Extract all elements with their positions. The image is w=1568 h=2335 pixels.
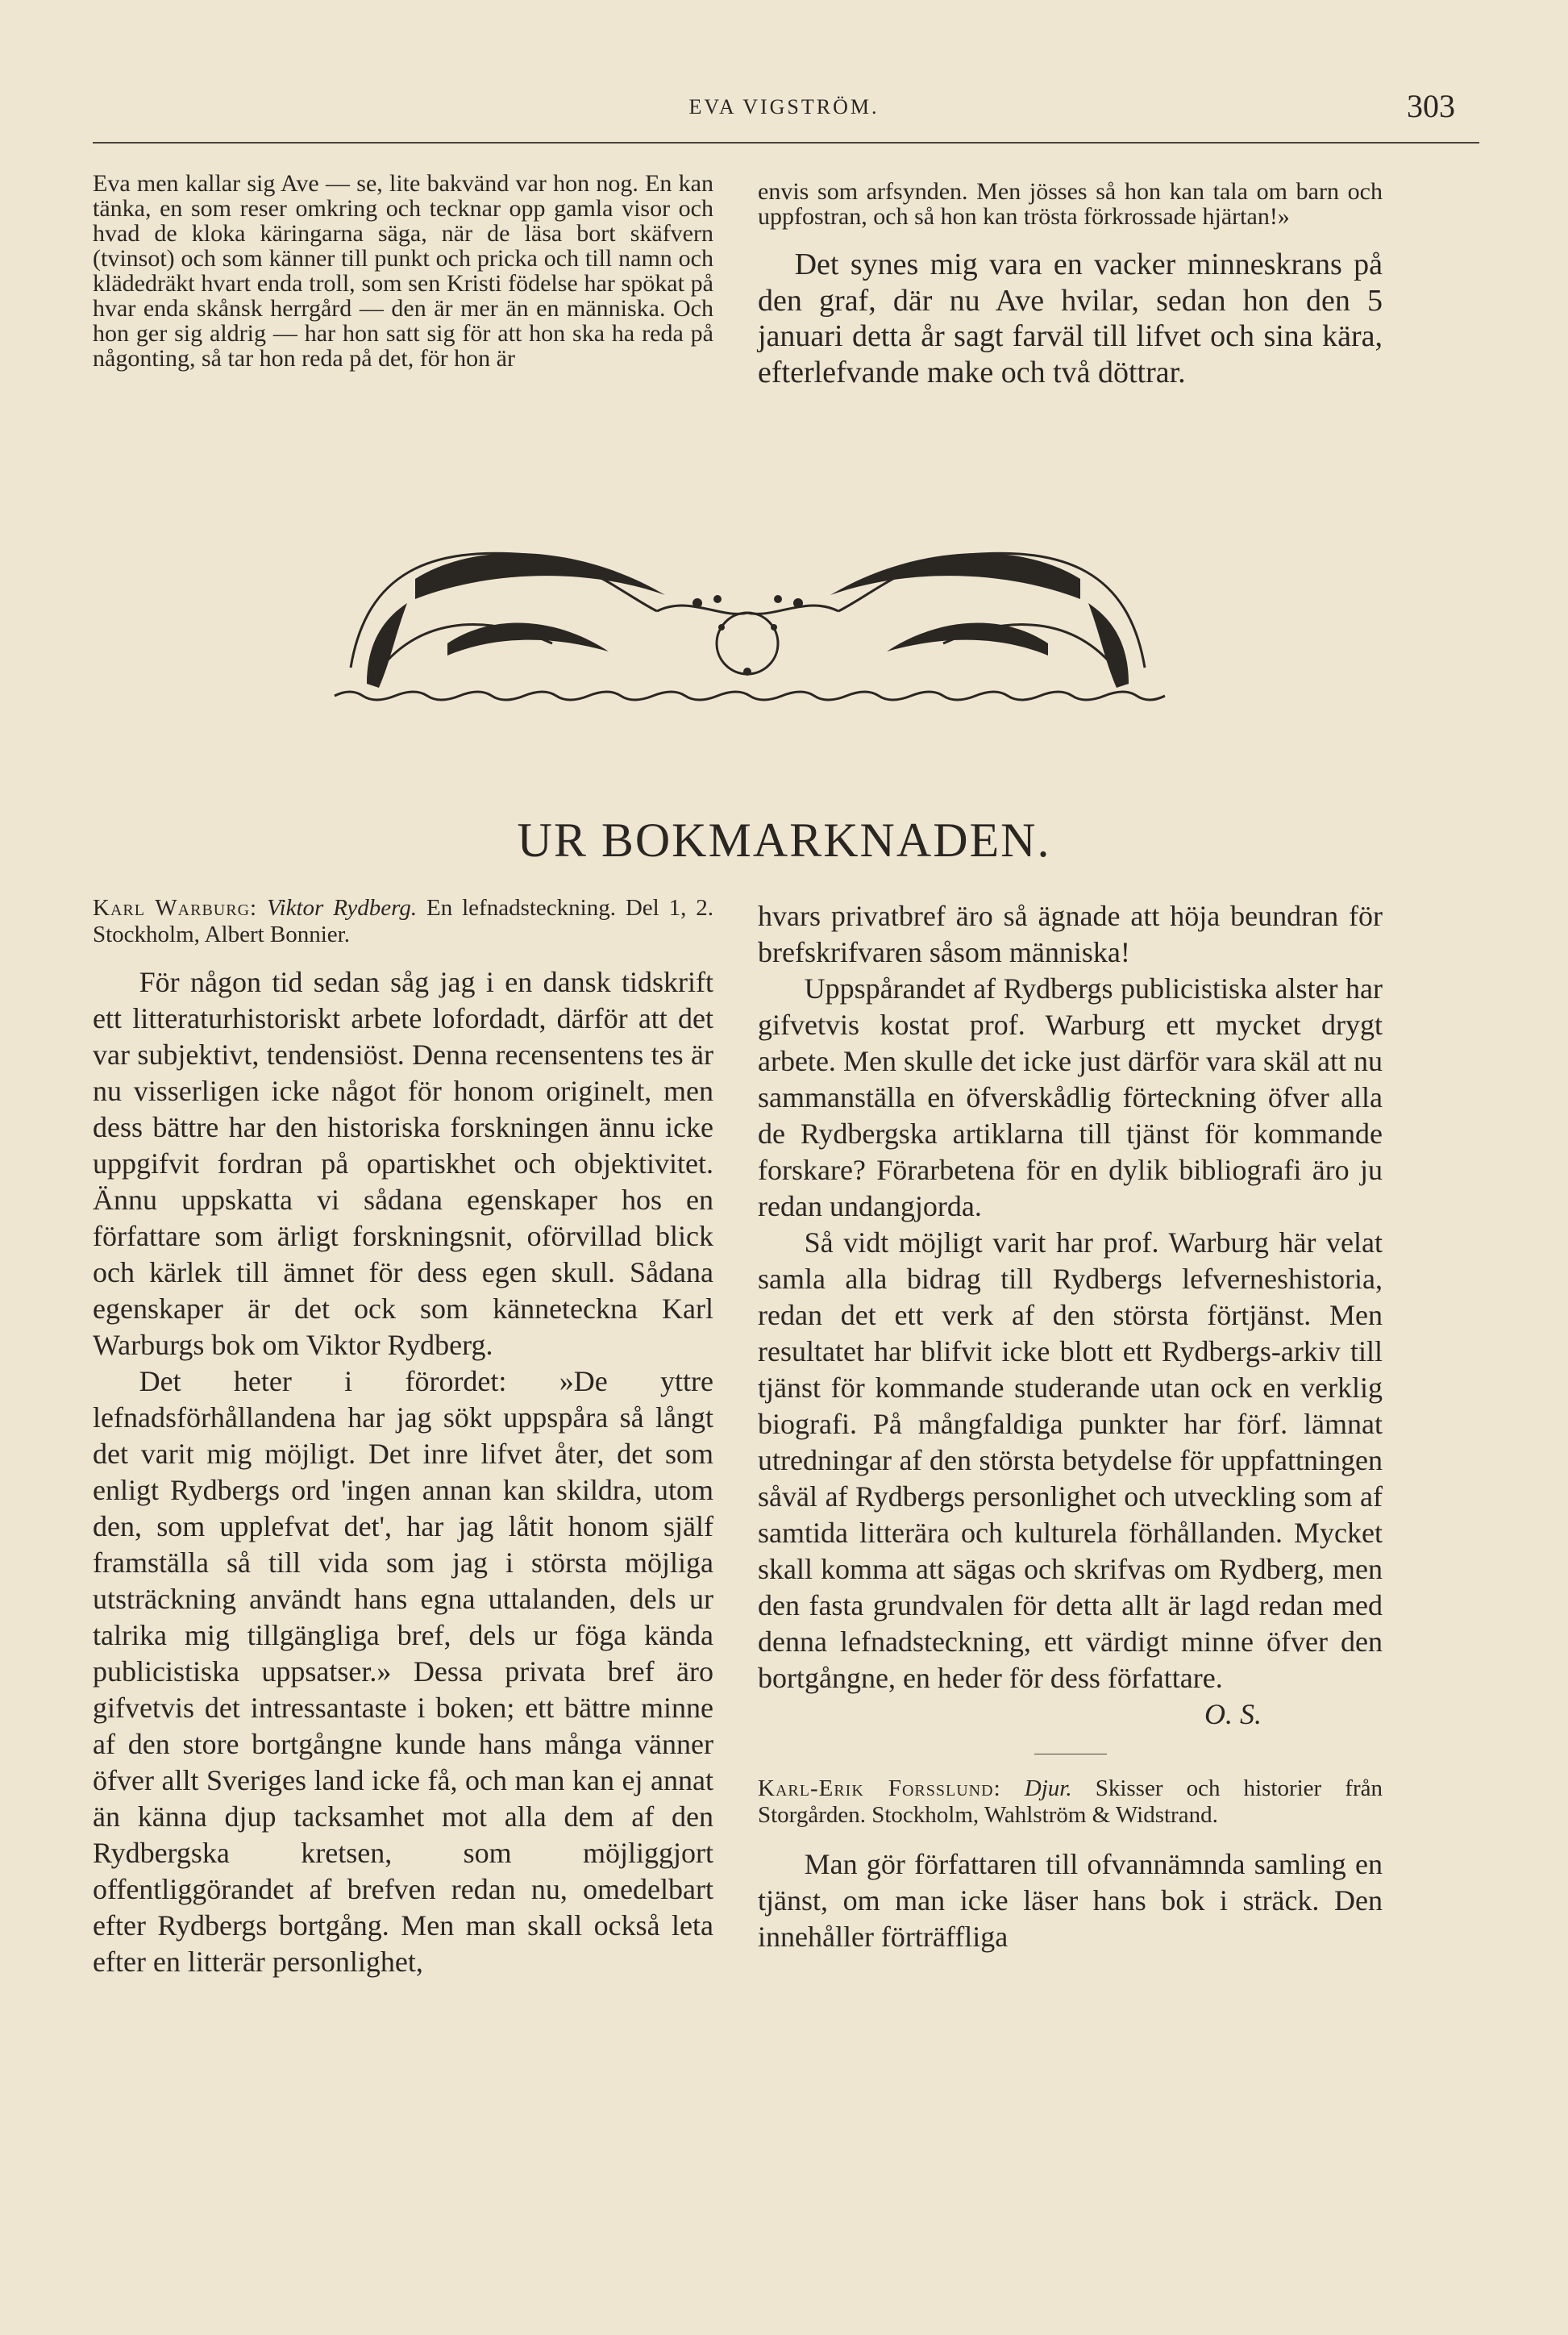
review1-paragraph: För någon tid sedan såg jag i en dansk tidskrift ett litteraturhistoriskt arbete lofordadt, därför att det var subjektivt, tendensiöst. Denna recensentens tes är nu visserligen icke något för honom originelt, men dess bättre har den historiska forskningen ännu icke uppgifvit fordran på opartiskhet och objektivitet. Ännu uppskatta vi sådana egenskaper hos en författare som ärligt forskningsnit, oförvillad blick och kärlek till ämnet för dess egen skull. Sådana egenskaper är det ock som känneteckna Karl Warburgs bok om Viktor Rydberg. bbox=[93, 966, 713, 1361]
review1-paragraph: hvars privatbref äro så ägnade att höja beundran för brefskrifvaren såsom människa! bbox=[758, 900, 1383, 968]
review-left-column bbox=[93, 895, 713, 1980]
top-right-large-paragraph: Det synes mig vara en vacker minneskrans på den graf, där nu Ave hvilar, sedan hon den 5 januari detta år sagt farväl till lifvet och sina kära, efterlefvande make och två döttrar. bbox=[758, 248, 1383, 389]
review1-paragraph: Så vidt möjligt varit har prof. Warburg här velat samla alla bidrag till Rydbergs lefverneshistoria, redan det ett verk af den största förtjänst. Men resultatet har blifvit icke blott ett Rydbergs-arkiv till tjänst för kommande studerande utan ock en verklig biografi. På mångfaldiga punkter har förf. lämnat utredningar af den största betydelse för uppfattningen såväl af Rydbergs personlighet och utveckling som af samtida litterära och kulturela förhållanden. Mycket skall komma att sägas och skrifvas om Rydberg, men den fasta grundvalen för detta allt är lagd redan med denna lefnadsteckning, ett värdigt minne öfver den bortgångne, en heder för dess författare. bbox=[758, 1226, 1383, 1694]
review1-details: En lefnadsteckning. Del 1, 2. Stockholm, Albert Bonnier. bbox=[93, 895, 713, 947]
review2-paragraph: Man gör författaren till ofvannämnda samling en tjänst, om man icke läser hans bok i sträck. Den innehåller förträffliga bbox=[758, 1848, 1383, 1953]
review1-book-title: Viktor Rydberg. bbox=[266, 895, 418, 921]
review1-bibliography bbox=[93, 895, 713, 948]
review1-paragraph: Det heter i förordet: »De yttre lefnadsförhållandena har jag sökt uppspåra så långt det varit mig möjligt. Det inre lifvet åter, det som enligt Rydbergs ord 'ingen annan kan skildra, utom den, som upplefvat det', har jag låtit honom själf framställa så till vida som jag i största möjliga utsträckning användt hans egna uttalanden, dels ur talrika mig tillgängliga bref, dels ur föga kända publicistiska uppsatser.» Dessa privata bref äro gifvetvis det intressantaste i boken; ett bättre minne af den store bortgångne kunde hans många vänner öfver allt Sveriges land icke få, och man kan ej annat än känna djup tacksamhet mot alla dem af den Rydbergska kretsen, som möjliggjort offentliggörandet af brefven redan nu, omedelbart efter Rydbergs bortgång. Men man skall också leta efter en litterär personlighet, bbox=[93, 1365, 713, 1978]
review2-author: Karl-Erik Forsslund: bbox=[758, 1775, 1001, 1801]
top-right-small-paragraph: envis som arfsynden. Men jösses så hon kan tala om barn och uppfostran, och så hon kan trösta förkrossade hjärtan!» bbox=[758, 178, 1383, 230]
running-head: EVA VIGSTRÖM. bbox=[688, 95, 880, 119]
review2-book-title: Djur. bbox=[1024, 1775, 1072, 1801]
section-title: UR BOKMARKNADEN. bbox=[517, 814, 1051, 867]
top-right-column bbox=[758, 179, 1383, 390]
review1-paragraph: Uppspårandet af Rydbergs publicistiska alster har gifvetvis kostat prof. Warburg ett mycket drygt arbete. Men skulle det icke just därför vara skäl att nu sammanställa en öfverskådlig förteckning öfver alla de Rydbergska artiklarna till tjänst för kommande forskare? Förarbetena för en dylik bibliografi äro ju redan undangjorda. bbox=[758, 972, 1383, 1222]
review2-details: Skisser och historier från Storgården. Stockholm, Wahlström & Widstrand. bbox=[758, 1775, 1383, 1828]
header-rule bbox=[93, 142, 1479, 144]
review-right-column bbox=[758, 898, 1383, 1955]
page-number: 303 bbox=[1407, 88, 1455, 124]
review1-author: Karl Warburg: bbox=[93, 895, 258, 921]
review1-signature: O. S. bbox=[1204, 1698, 1262, 1730]
top-left-paragraph: Eva men kallar sig Ave — se, lite bakvänd var hon nog. En kan tänka, en som reser omkring och tecknar opp gamla visor och hvad de kloka käringarna säga, när de läsa bort skäfvern (tvinsot) och som känner till punkt och pricka och till namn och klädedräkt hvart enda troll, som sen Kristi födelse har spökat på hvar enda skånsk herrgård — den är mer än en människa. Och hon ger sig aldrig — har hon satt sig för att hon ska ha reda på någonting, så tar hon reda på det, för hon är bbox=[93, 170, 713, 372]
floral-ornament-icon bbox=[318, 522, 1177, 716]
review2-bibliography bbox=[758, 1775, 1383, 1829]
top-left-column bbox=[93, 171, 713, 371]
